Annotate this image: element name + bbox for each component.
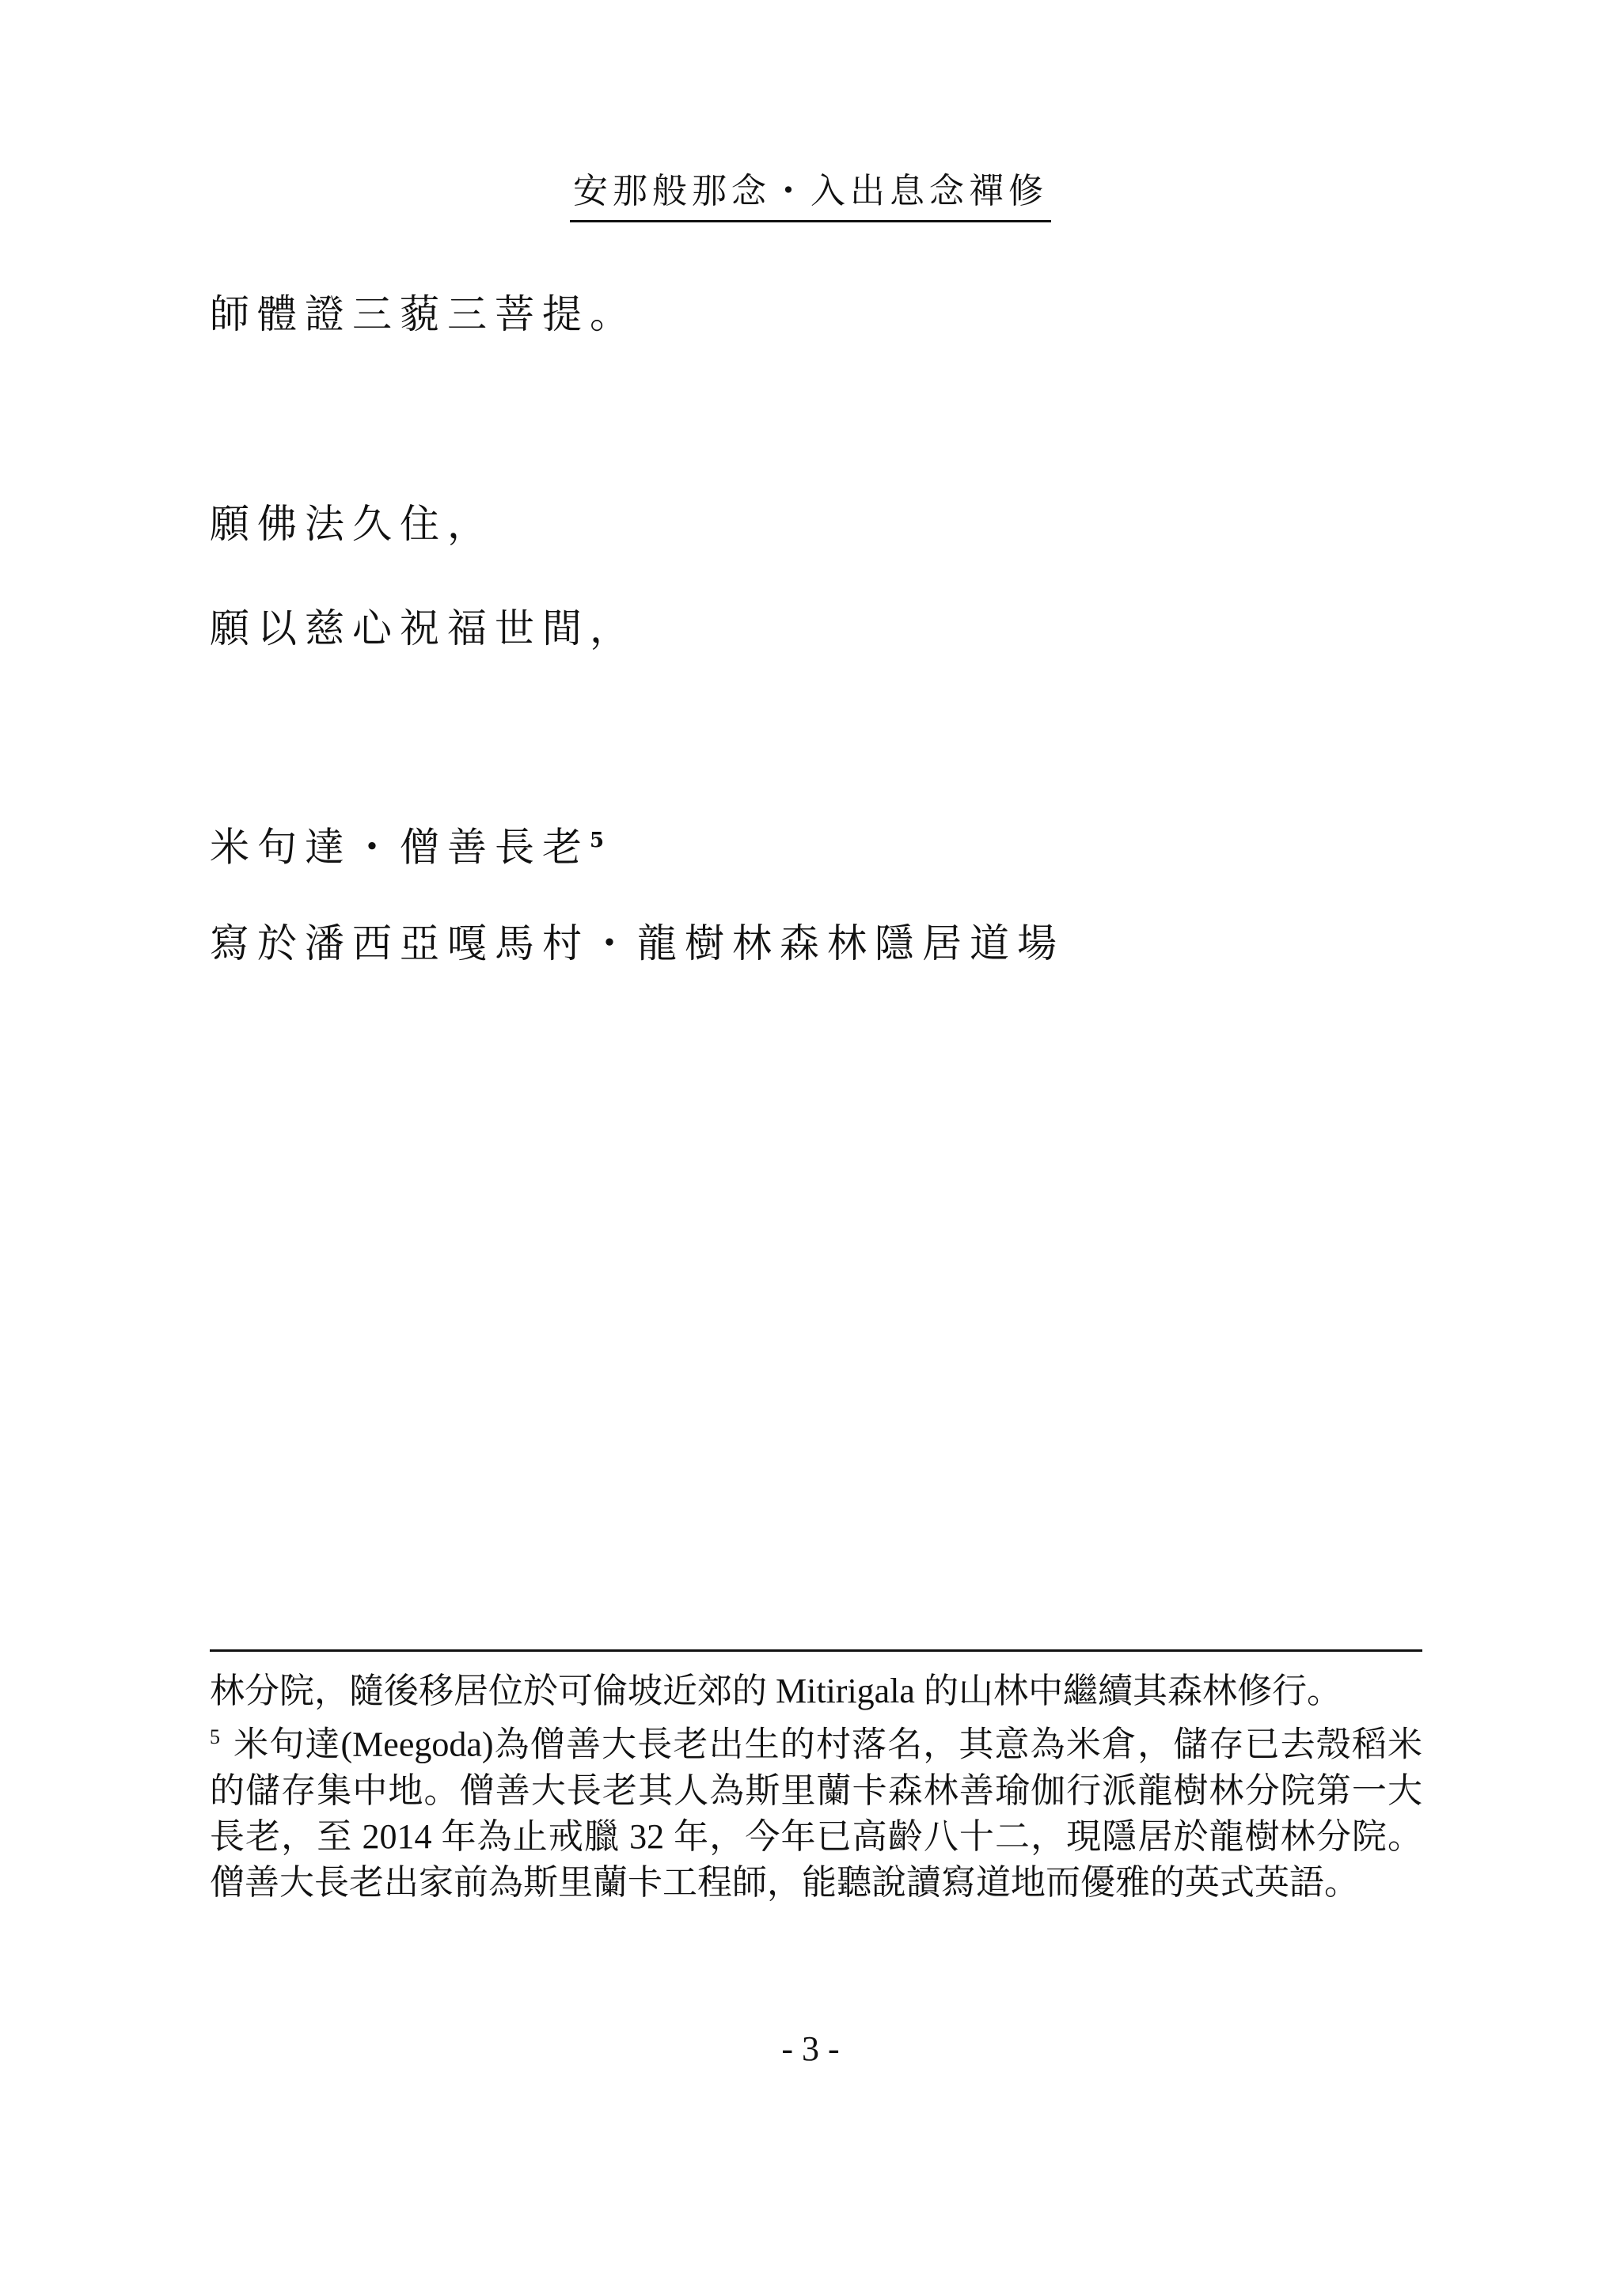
footnote-5: [210, 1714, 1422, 1906]
running-header: [0, 168, 1621, 222]
footnote-continued: 林分院，隨後移居位於可倫坡近郊的 Mitirigala 的山林中繼續其森林修行。: [210, 1672, 1342, 1710]
footnote-5-text: 米句達(Meegoda)為僧善大長老出生的村落名，其意為米倉，儲存已去殼稻米的儲存集中地。僧善大長老其人為斯里蘭卡森林善瑜伽行派龍樹林分院第一大長老，至 2014 年為止戒臘 32 年，今年已高齡八十二，現隱居於龍樹林分院。僧善大長老出家前為斯里蘭卡工程師，能聽說讀寫道地而優雅的英式英語。: [210, 1725, 1422, 1902]
signature-name: 米句達・僧善長老: [210, 824, 590, 871]
footnote-5-mark: 5: [210, 1725, 220, 1748]
page-number: - 3 -: [781, 2029, 840, 2068]
footnotes-area: [210, 1668, 1422, 1906]
signature-footnote-mark[interactable]: 5: [590, 829, 605, 852]
body-line-wish-world: 願以慈心祝福世間，: [210, 605, 637, 651]
body-line-dedication: 師體證三藐三菩提。: [210, 291, 637, 337]
body-line-wish-dharma: 願佛法久住，: [210, 501, 495, 547]
signature-name-line: [210, 815, 604, 873]
header-title: 安那般那念・入出息念禪修: [570, 168, 1051, 222]
signature-place: 寫於潘西亞嘎馬村・龍樹林森林隱居道場: [210, 920, 1065, 966]
footnote-separator: [210, 1649, 1422, 1652]
